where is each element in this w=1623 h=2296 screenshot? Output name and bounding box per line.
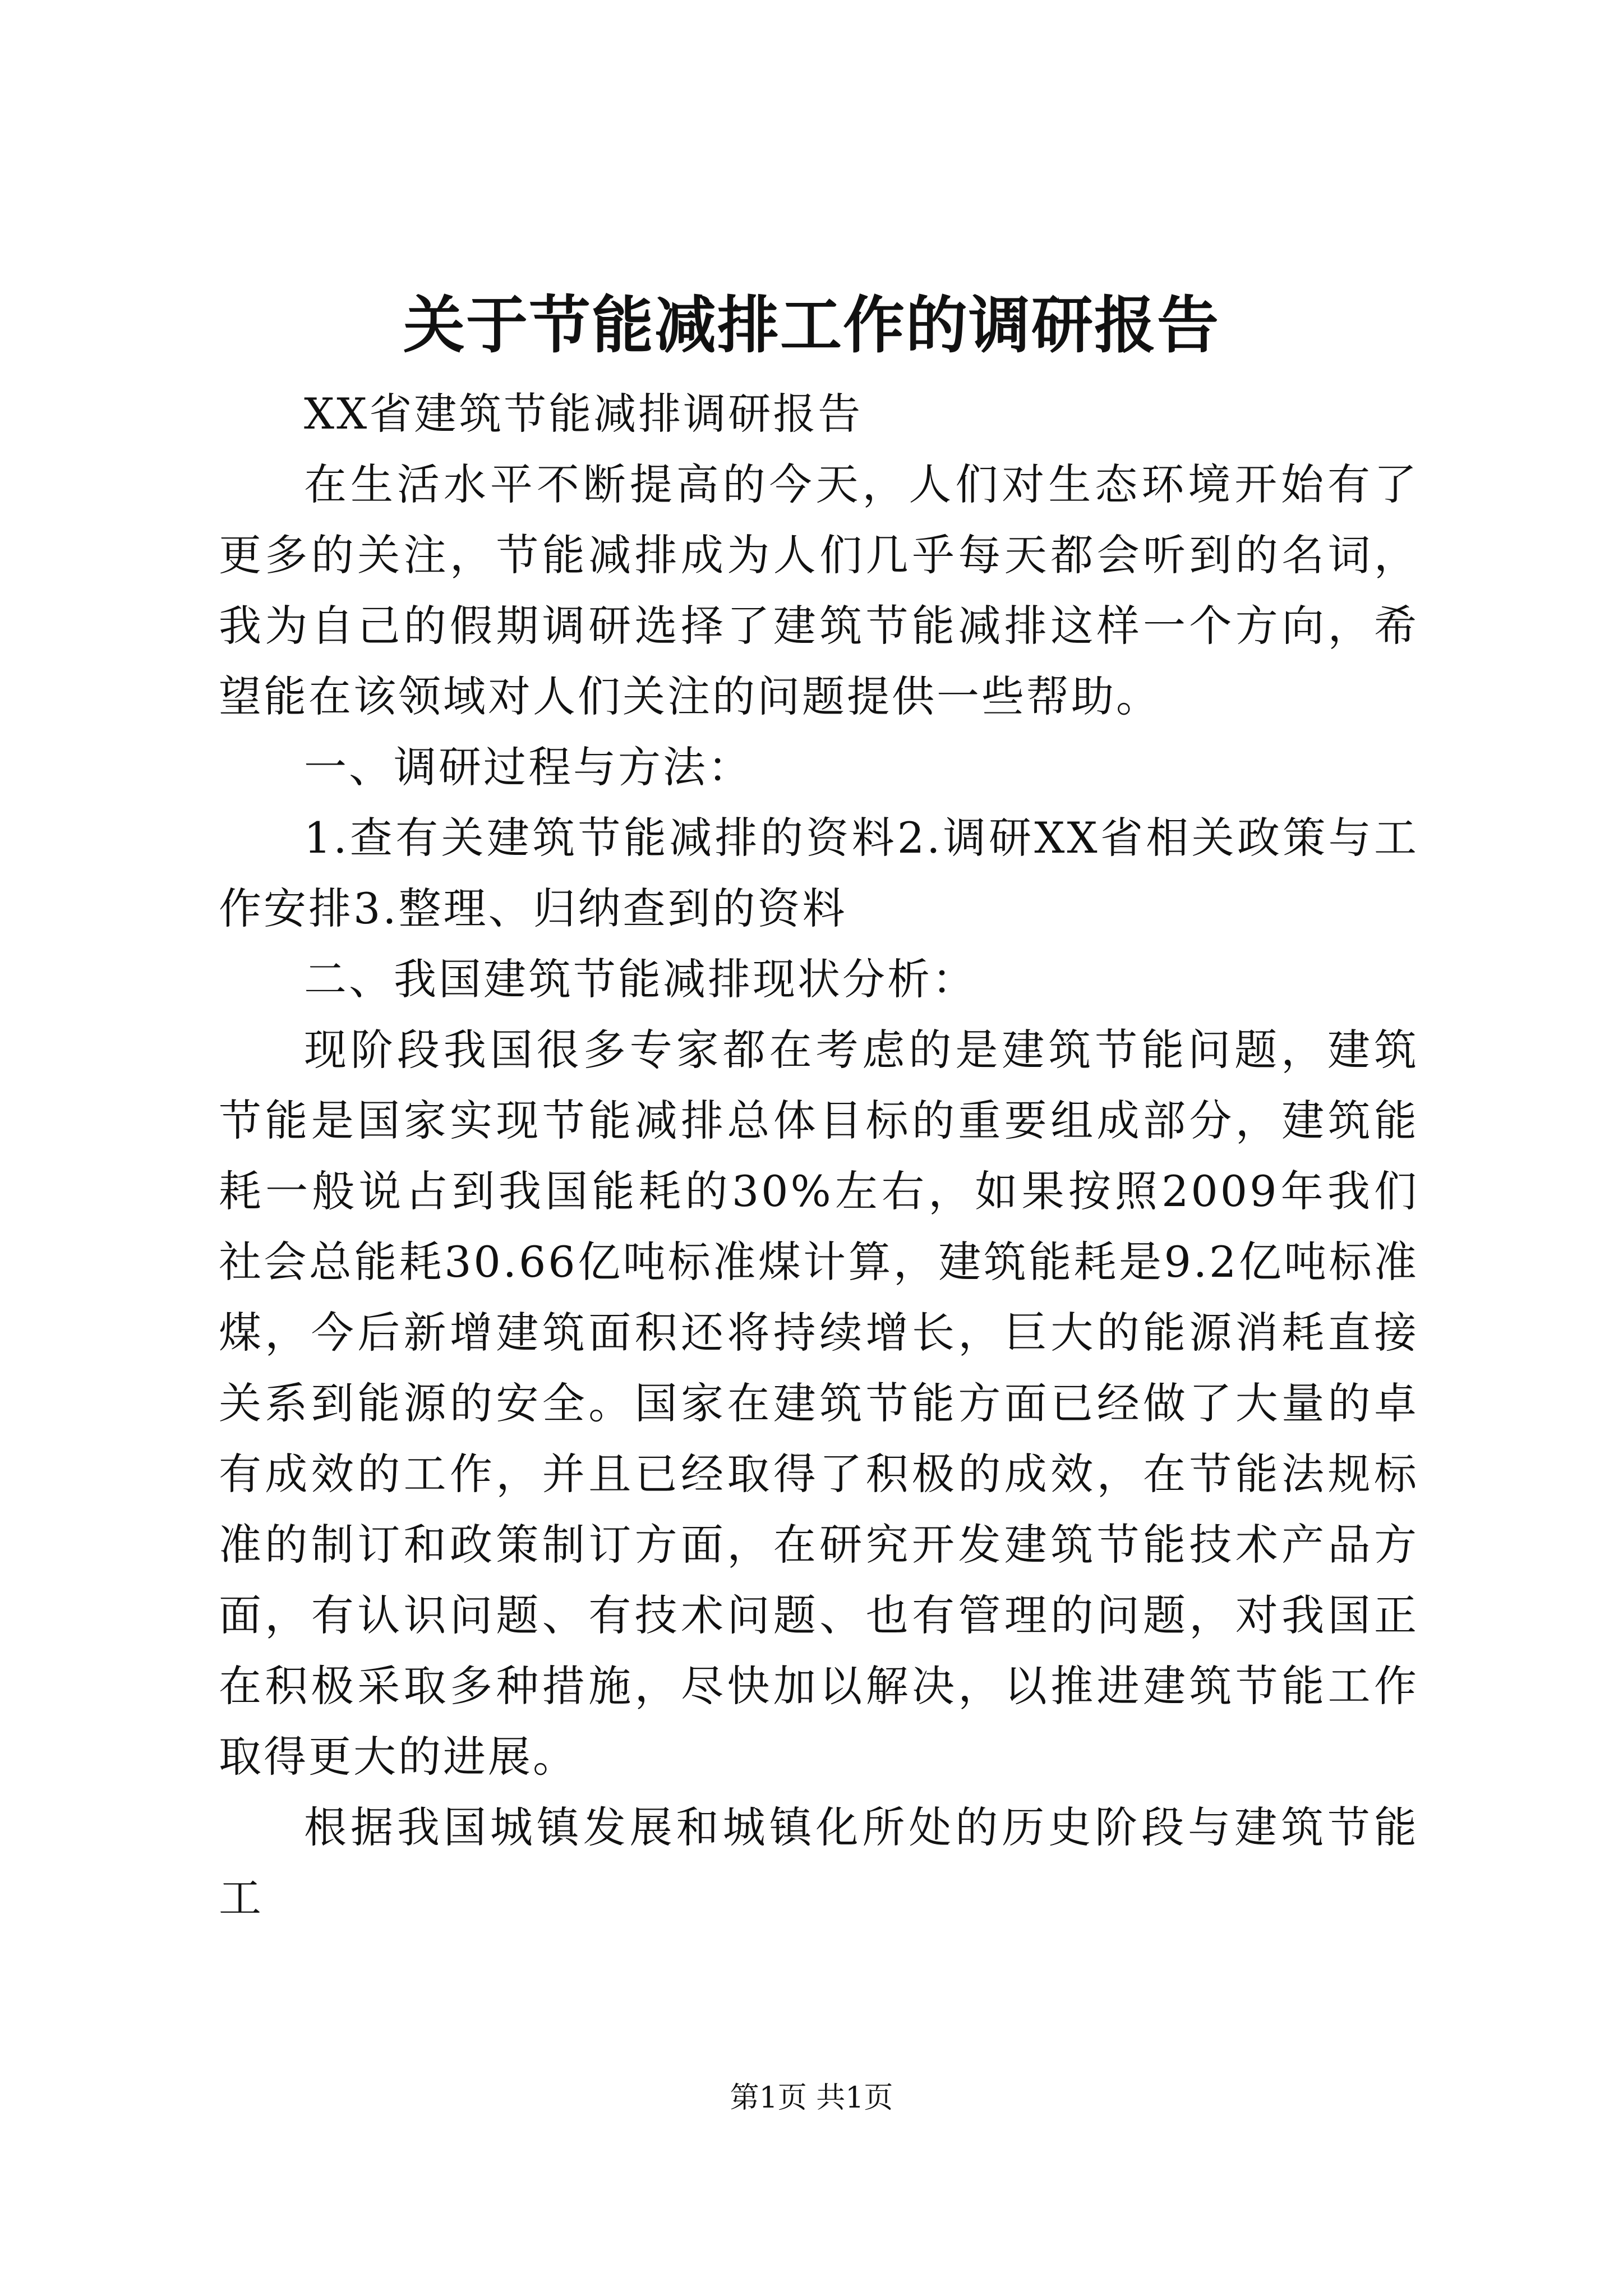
- section-heading-1: 一、调研过程与方法：: [304, 742, 753, 792]
- page-footer: 第1页 共1页: [730, 2081, 893, 2115]
- document-title: 关于节能减排工作的调研报告: [403, 289, 1220, 361]
- document-body: [219, 379, 1419, 1934]
- continuation-paragraph: 根据我国城镇发展和城镇化所处的历史阶段与建筑节能工: [219, 1802, 1419, 1923]
- intro-paragraph: 在生活水平不断提高的今天，人们对生态环境开始有了更多的关注，节能减排成为人们几乎每天都会听到的名词，我为自己的假期调研选择了建筑节能减排这样一个方向，希望能在该领域对人们关注的问题提供一些帮助。: [219, 459, 1419, 721]
- analysis-paragraph: 现阶段我国很多专家都在考虑的是建筑节能问题，建筑节能是国家实现节能减排总体目标的重要组成部分，建筑能耗一般说占到我国能耗的30%左右，如果按照2009年我们社会总能耗30.66亿吨标准煤计算，建筑能耗是9.2亿吨标准煤，今后新增建筑面积还将持续增长，巨大的能源消耗直接关系到能源的安全。国家在建筑节能方面已经做了大量的卓有成效的工作，并且已经取得了积极的成效，在节能法规标准的制订和政策制订方面，在研究开发建筑节能技术产品方面，有认识问题、有技术问题、也有管理的问题，对我国正在积极采取多种措施，尽快加以解决，以推进建筑节能工作取得更大的进展。: [219, 1025, 1419, 1782]
- section-heading-2: 二、我国建筑节能减排现状分析：: [304, 954, 977, 1004]
- subtitle-paragraph: XX省建筑节能减排调研报告: [304, 389, 863, 439]
- methods-paragraph: 1.查有关建筑节能减排的资料2.调研XX省相关政策与工作安排3.整理、归纳查到的资料: [219, 813, 1419, 933]
